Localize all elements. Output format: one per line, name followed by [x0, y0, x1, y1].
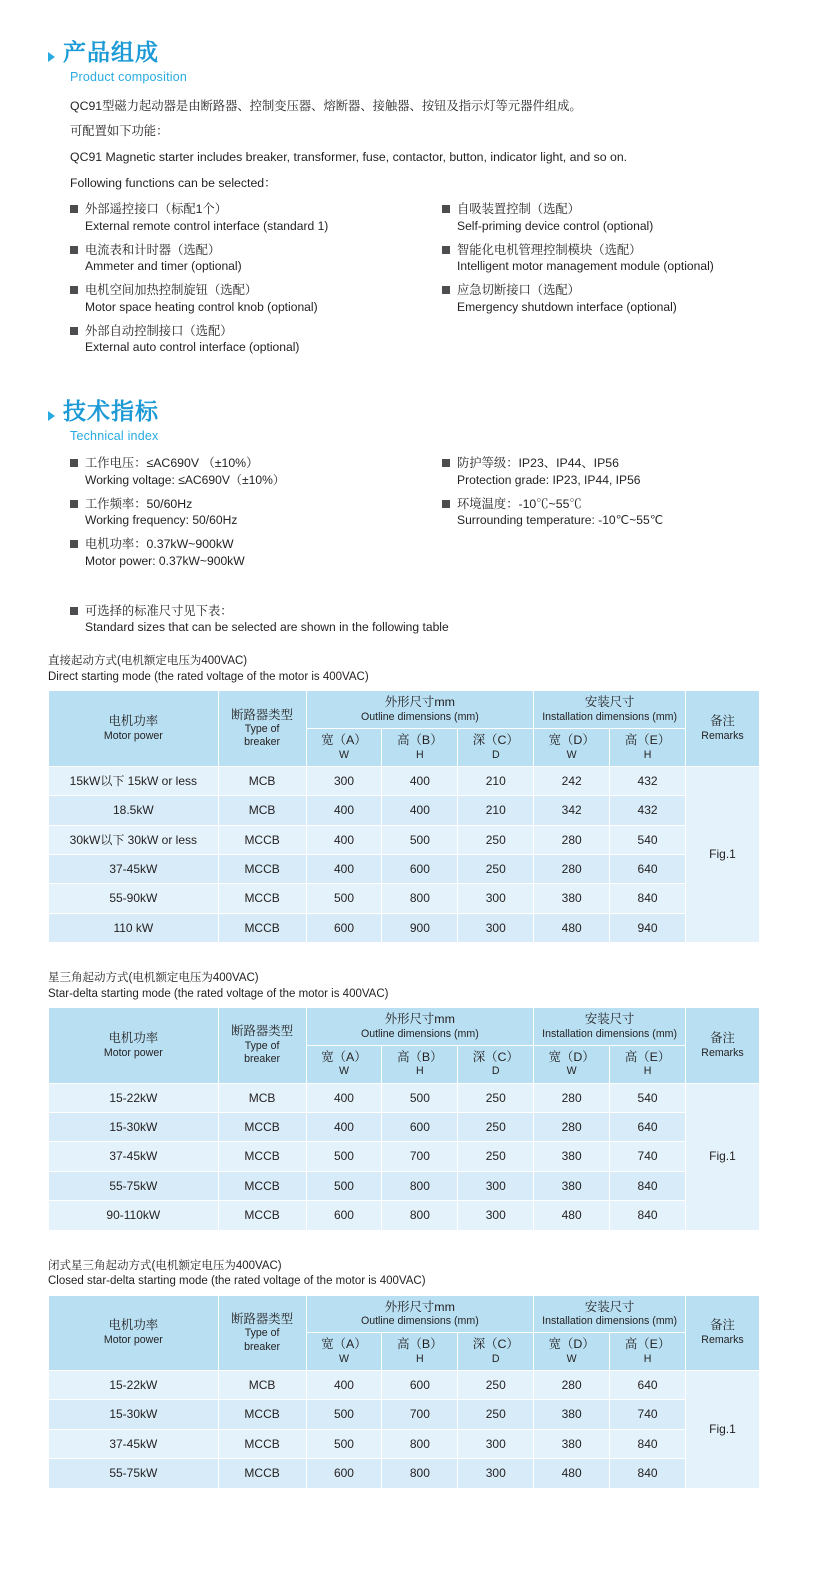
table-row [49, 1371, 760, 1400]
cell-width-a: 500 [306, 1400, 382, 1429]
feature-label-en: External remote control interface (standard 1) [85, 218, 329, 233]
cell-width-a: 600 [306, 1459, 382, 1488]
th-outline-dimensions: 外形尺寸mm Outline dimensions (mm) [306, 691, 534, 729]
cell-width-d: 380 [534, 1400, 610, 1429]
cell-width-d: 480 [534, 913, 610, 942]
cell-width-a: 600 [306, 913, 382, 942]
th-motor-power: 电机功率 Motor power [49, 1008, 219, 1083]
cell-breaker-type: MCCB [218, 1142, 306, 1171]
cell-depth-c: 300 [458, 1201, 534, 1230]
spec-table-direct-starting [48, 690, 760, 943]
cell-breaker-type: MCB [218, 1083, 306, 1112]
cell-width-a: 500 [306, 884, 382, 913]
cell-width-d: 380 [534, 1142, 610, 1171]
product-composition-heading [48, 38, 790, 68]
cell-height-e: 840 [610, 884, 686, 913]
cell-depth-c: 300 [458, 1429, 534, 1458]
cell-height-e: 540 [610, 1083, 686, 1112]
cell-height-b: 800 [382, 1201, 458, 1230]
th-width-a: 宽（A） W [306, 1045, 382, 1083]
cell-height-e: 840 [610, 1459, 686, 1488]
th-outline-dimensions: 外形尺寸mm Outline dimensions (mm) [306, 1295, 534, 1333]
intro-line-2: 可配置如下功能： [70, 124, 169, 139]
tech-label-en: Surrounding temperature: -10℃~55℃ [457, 513, 664, 528]
cell-height-e: 740 [610, 1400, 686, 1429]
list-item [70, 323, 430, 357]
triangle-bullet-icon [48, 411, 55, 421]
table-caption-cn: 星三角起动方式(电机额定电压为400VAC) [48, 972, 259, 985]
th-width-a: 宽（A） W [306, 729, 382, 767]
cell-width-d: 342 [534, 796, 610, 825]
section-title-cn: 技术指标 [63, 398, 159, 425]
cell-depth-c: 210 [458, 796, 534, 825]
cell-width-d: 380 [534, 1171, 610, 1200]
square-bullet-icon [442, 286, 450, 294]
cell-depth-c: 210 [458, 766, 534, 795]
table-caption-cn: 直接起动方式(电机额定电压为400VAC) [48, 655, 248, 668]
feature-label-en: Ammeter and timer (optional) [85, 259, 242, 274]
cell-height-b: 800 [382, 1429, 458, 1458]
th-installation-dimensions: 安装尺寸 Installation dimensions (mm) [534, 1008, 686, 1046]
square-bullet-icon [70, 459, 78, 467]
standard-sizes-note [70, 603, 830, 637]
cell-depth-c: 250 [458, 1083, 534, 1112]
tech-column-left [70, 455, 430, 577]
th-outline-dimensions: 外形尺寸mm Outline dimensions (mm) [306, 1008, 534, 1046]
table-row [49, 884, 760, 913]
cell-height-e: 940 [610, 913, 686, 942]
cell-breaker-type: MCCB [218, 1113, 306, 1142]
table-block-star-delta [48, 971, 790, 1230]
th-depth-c: 深（C） D [458, 1333, 534, 1371]
table-row [49, 1429, 760, 1458]
th-breaker-type: 断路器类型 Type of breaker [218, 1295, 306, 1370]
cell-height-e: 432 [610, 766, 686, 795]
cell-depth-c: 250 [458, 854, 534, 883]
cell-height-e: 740 [610, 1142, 686, 1171]
cell-motor-power: 55-75kW [49, 1459, 219, 1488]
table-caption [48, 654, 790, 685]
list-item [442, 201, 790, 235]
cell-motor-power: 55-90kW [49, 884, 219, 913]
cell-breaker-type: MCCB [218, 884, 306, 913]
standard-sizes-note-cn: 可选择的标准尺寸见下表： [85, 603, 233, 618]
th-height-e: 高（E） H [610, 1045, 686, 1083]
feature-label-cn: 电机空间加热控制旋钮（选配） [85, 283, 258, 298]
cell-height-e: 840 [610, 1201, 686, 1230]
list-item [442, 282, 790, 316]
tech-label-cn: 环境温度：-10℃~55℃ [457, 496, 582, 511]
list-item [442, 496, 790, 530]
feature-label-en: Motor space heating control knob (optional) [85, 299, 318, 314]
cell-depth-c: 250 [458, 1142, 534, 1171]
cell-height-b: 400 [382, 766, 458, 795]
cell-height-b: 600 [382, 854, 458, 883]
square-bullet-icon [442, 500, 450, 508]
cell-motor-power: 18.5kW [49, 796, 219, 825]
cell-motor-power: 37-45kW [49, 854, 219, 883]
feature-label-en: Intelligent motor management module (optional) [457, 259, 714, 274]
cell-breaker-type: MCCB [218, 1429, 306, 1458]
table-block-closed-star-delta [48, 1259, 790, 1489]
th-depth-c: 深（C） D [458, 1045, 534, 1083]
list-item [70, 455, 430, 489]
cell-height-b: 800 [382, 1171, 458, 1200]
cell-breaker-type: MCCB [218, 854, 306, 883]
table-row [49, 796, 760, 825]
th-motor-power: 电机功率 Motor power [49, 1295, 219, 1370]
cell-motor-power: 55-75kW [49, 1171, 219, 1200]
table-row [49, 1201, 760, 1230]
tech-label-en: Motor power: 0.37kW~900kW [85, 553, 245, 568]
cell-motor-power: 15-22kW [49, 1083, 219, 1112]
th-depth-c: 深（C） D [458, 729, 534, 767]
th-motor-power: 电机功率 Motor power [49, 691, 219, 766]
cell-remarks: Fig.1 [685, 1371, 759, 1489]
cell-motor-power: 15kW以下 15kW or less [49, 766, 219, 795]
cell-height-b: 800 [382, 1459, 458, 1488]
table-row [49, 1171, 760, 1200]
th-width-d: 宽（D） W [534, 1333, 610, 1371]
cell-width-a: 500 [306, 1171, 382, 1200]
cell-width-d: 280 [534, 825, 610, 854]
standard-sizes-note-en: Standard sizes that can be selected are shown in the following table [85, 620, 449, 635]
list-item [70, 536, 430, 570]
cell-breaker-type: MCCB [218, 1400, 306, 1429]
table-row [49, 1083, 760, 1112]
list-item [70, 242, 430, 276]
cell-depth-c: 300 [458, 1459, 534, 1488]
cell-depth-c: 300 [458, 884, 534, 913]
cell-breaker-type: MCB [218, 796, 306, 825]
cell-width-d: 280 [534, 1083, 610, 1112]
th-remarks: 备注 Remarks [685, 1295, 759, 1370]
tech-label-cn: 工作频率：50/60Hz [85, 496, 193, 511]
tech-label-cn: 工作电压：≤AC690V （±10%） [85, 456, 259, 471]
feature-label-cn: 智能化电机管理控制模块（选配） [457, 242, 642, 257]
spec-table-closed-star-delta [48, 1295, 760, 1489]
th-height-e: 高（E） H [610, 1333, 686, 1371]
list-item [442, 455, 790, 489]
cell-breaker-type: MCB [218, 1371, 306, 1400]
tech-label-en: Working voltage: ≤AC690V（±10%） [85, 472, 285, 487]
cell-height-b: 600 [382, 1113, 458, 1142]
cell-width-d: 280 [534, 854, 610, 883]
section-title-en: Product composition [70, 69, 188, 84]
cell-height-e: 540 [610, 825, 686, 854]
square-bullet-icon [442, 205, 450, 213]
th-breaker-type: 断路器类型 Type of breaker [218, 691, 306, 766]
cell-motor-power: 37-45kW [49, 1142, 219, 1171]
cell-height-b: 600 [382, 1371, 458, 1400]
cell-height-b: 400 [382, 796, 458, 825]
table-row [49, 1142, 760, 1171]
th-remarks: 备注 Remarks [685, 1008, 759, 1083]
cell-breaker-type: MCCB [218, 1459, 306, 1488]
square-bullet-icon [70, 205, 78, 213]
intro-line-1: QC91型磁力起动器是由断路器、控制变压器、熔断器、接触器、按钮及指示灯等元器件组成。 [70, 98, 582, 113]
list-item [70, 496, 430, 530]
triangle-bullet-icon [48, 52, 55, 62]
cell-height-b: 500 [382, 825, 458, 854]
table-caption [48, 1259, 790, 1290]
cell-height-e: 432 [610, 796, 686, 825]
table-caption-en: Star-delta starting mode (the rated voltage of the motor is 400VAC) [48, 987, 389, 1000]
th-installation-dimensions: 安装尺寸 Installation dimensions (mm) [534, 691, 686, 729]
cell-depth-c: 250 [458, 1400, 534, 1429]
cell-width-d: 242 [534, 766, 610, 795]
feature-label-cn: 应急切断接口（选配） [457, 283, 580, 298]
intro-line-3: QC91 Magnetic starter includes breaker, transformer, fuse, contactor, button, indicator light, and so on. [70, 150, 628, 165]
technical-index-heading [48, 397, 790, 427]
cell-motor-power: 15-22kW [49, 1371, 219, 1400]
product-feature-list [70, 201, 790, 363]
square-bullet-icon [442, 246, 450, 254]
square-bullet-icon [442, 459, 450, 467]
cell-depth-c: 300 [458, 1171, 534, 1200]
feature-label-en: Self-priming device control (optional) [457, 218, 654, 233]
cell-height-b: 700 [382, 1400, 458, 1429]
cell-motor-power: 15-30kW [49, 1113, 219, 1142]
cell-height-e: 640 [610, 1371, 686, 1400]
feature-column-right [430, 201, 790, 363]
cell-width-a: 400 [306, 854, 382, 883]
table-row [49, 766, 760, 795]
square-bullet-icon [70, 607, 78, 615]
cell-breaker-type: MCCB [218, 825, 306, 854]
table-row [49, 854, 760, 883]
table-row [49, 825, 760, 854]
section-title-cn: 产品组成 [63, 39, 159, 65]
cell-remarks: Fig.1 [685, 1083, 759, 1230]
cell-height-b: 800 [382, 884, 458, 913]
section-technical-index [48, 397, 790, 576]
th-width-a: 宽（A） W [306, 1333, 382, 1371]
cell-motor-power: 15-30kW [49, 1400, 219, 1429]
table-row [49, 1113, 760, 1142]
cell-depth-c: 300 [458, 913, 534, 942]
section-title-en: Technical index [70, 429, 159, 444]
spec-table-star-delta [48, 1007, 760, 1230]
th-height-b: 高（B） H [382, 1333, 458, 1371]
cell-breaker-type: MCCB [218, 913, 306, 942]
th-height-b: 高（B） H [382, 1045, 458, 1083]
th-height-e: 高（E） H [610, 729, 686, 767]
feature-label-en: Emergency shutdown interface (optional) [457, 299, 677, 314]
feature-column-left [70, 201, 430, 363]
th-width-d: 宽（D） W [534, 729, 610, 767]
list-item [70, 282, 430, 316]
square-bullet-icon [70, 246, 78, 254]
table-row [49, 1459, 760, 1488]
th-remarks: 备注 Remarks [686, 691, 760, 766]
cell-width-d: 480 [534, 1459, 610, 1488]
cell-height-b: 500 [382, 1083, 458, 1112]
cell-width-a: 500 [306, 1142, 382, 1171]
feature-label-cn: 自吸装置控制（选配） [457, 202, 580, 217]
tech-label-cn: 防护等级：IP23、IP44、IP56 [457, 456, 619, 471]
table-block-direct-starting [48, 654, 790, 943]
cell-breaker-type: MCCB [218, 1171, 306, 1200]
cell-width-a: 300 [306, 766, 382, 795]
cell-width-d: 380 [534, 1429, 610, 1458]
table-row [49, 1400, 760, 1429]
th-height-b: 高（B） H [382, 729, 458, 767]
cell-remarks: Fig.1 [686, 766, 760, 942]
tech-label-en: Protection grade: IP23, IP44, IP56 [457, 472, 641, 487]
table-caption-cn: 闭式星三角起动方式(电机额定电压为400VAC) [48, 1259, 282, 1272]
th-installation-dimensions: 安装尺寸 Installation dimensions (mm) [534, 1295, 686, 1333]
square-bullet-icon [70, 286, 78, 294]
tech-label-cn: 电机功率：0.37kW~900kW [85, 537, 234, 552]
section-product-composition [48, 38, 790, 363]
product-intro [70, 98, 790, 191]
square-bullet-icon [70, 500, 78, 508]
cell-height-e: 840 [610, 1171, 686, 1200]
table-caption-en: Direct starting mode (the rated voltage of the motor is 400VAC) [48, 670, 369, 683]
cell-width-a: 500 [306, 1429, 382, 1458]
cell-width-d: 480 [534, 1201, 610, 1230]
cell-height-e: 640 [610, 854, 686, 883]
square-bullet-icon [70, 327, 78, 335]
cell-depth-c: 250 [458, 1371, 534, 1400]
cell-width-a: 400 [306, 825, 382, 854]
cell-breaker-type: MCB [218, 766, 306, 795]
th-breaker-type: 断路器类型 Type of breaker [218, 1008, 306, 1083]
cell-motor-power: 37-45kW [49, 1429, 219, 1458]
cell-depth-c: 250 [458, 1113, 534, 1142]
cell-width-a: 600 [306, 1201, 382, 1230]
technical-index-list [70, 455, 790, 577]
cell-motor-power: 90-110kW [49, 1201, 219, 1230]
feature-label-cn: 外部遥控接口（标配1个） [85, 202, 228, 217]
square-bullet-icon [70, 540, 78, 548]
cell-width-d: 280 [534, 1113, 610, 1142]
th-width-d: 宽（D） W [534, 1045, 610, 1083]
feature-label-cn: 电流表和计时器（选配） [85, 242, 221, 257]
cell-depth-c: 250 [458, 825, 534, 854]
cell-height-b: 900 [382, 913, 458, 942]
cell-width-a: 400 [306, 1083, 382, 1112]
feature-label-cn: 外部自动控制接口（选配） [85, 323, 233, 338]
cell-width-a: 400 [306, 1113, 382, 1142]
list-item [70, 201, 430, 235]
list-item [442, 242, 790, 276]
tech-column-right [430, 455, 790, 577]
cell-height-e: 840 [610, 1429, 686, 1458]
cell-motor-power: 30kW以下 30kW or less [49, 825, 219, 854]
table-row [49, 913, 760, 942]
intro-line-4: Following functions can be selected： [70, 175, 277, 190]
table-caption-en: Closed star-delta starting mode (the rated voltage of the motor is 400VAC) [48, 1275, 426, 1288]
cell-height-e: 640 [610, 1113, 686, 1142]
cell-width-d: 380 [534, 884, 610, 913]
cell-height-b: 700 [382, 1142, 458, 1171]
cell-width-a: 400 [306, 796, 382, 825]
cell-motor-power: 110 kW [49, 913, 219, 942]
cell-width-d: 280 [534, 1371, 610, 1400]
feature-label-en: External auto control interface (optional) [85, 340, 300, 355]
cell-breaker-type: MCCB [218, 1201, 306, 1230]
tech-label-en: Working frequency: 50/60Hz [85, 513, 238, 528]
table-caption [48, 971, 790, 1002]
cell-width-a: 400 [306, 1371, 382, 1400]
